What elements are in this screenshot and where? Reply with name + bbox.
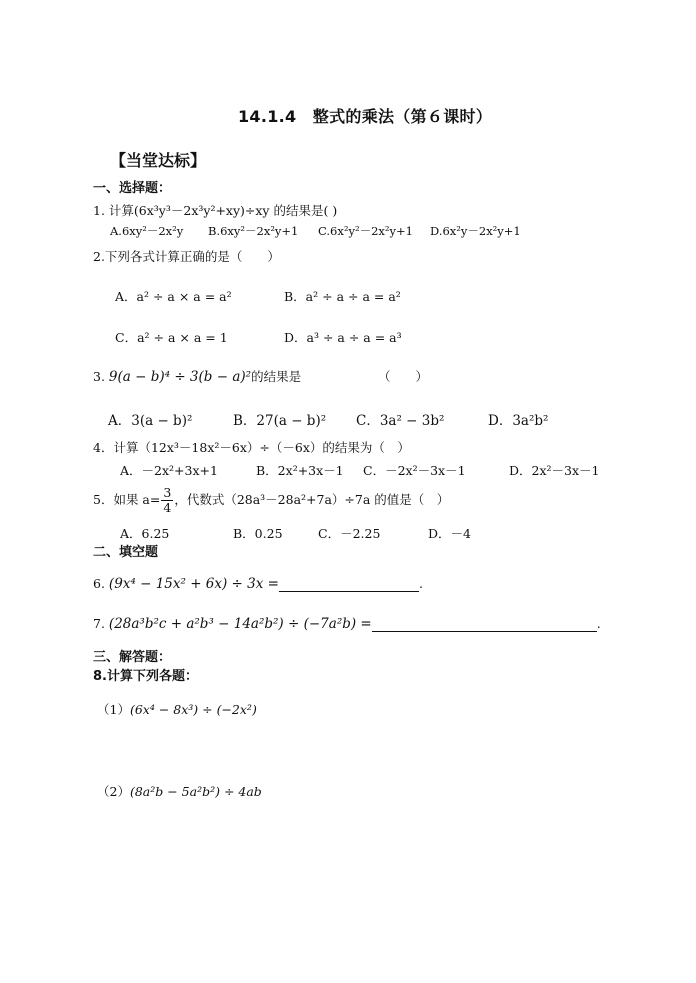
q1-stem: 1. 计算(6x³y³－2x³y²+xy)÷xy 的结果是( ): [93, 203, 338, 218]
q3-answer-bracket: （ ）: [378, 369, 429, 384]
q1-option-a: A.6xy²－2x²y: [110, 224, 184, 238]
q3-number: 3.: [93, 369, 105, 384]
q3-option-a: A．3(a − b)²: [108, 413, 193, 429]
q2-option-d: D．a³ ÷ a ÷ a = a³: [284, 330, 402, 345]
q1-option-c: C.6x²y²－2x²y+1: [318, 224, 413, 238]
q2-option-b: B．a² ÷ a ÷ a = a²: [284, 289, 401, 304]
q5-fraction: [161, 486, 173, 515]
q8-sub2-label: （2）: [97, 784, 130, 799]
q5-option-a: A．6.25: [120, 526, 170, 541]
q3-stem: [93, 369, 301, 385]
q4-option-a: A．－2x²+3x+1: [120, 463, 218, 478]
part1-heading: 一、选择题：: [93, 181, 172, 196]
q8-stem: 8.计算下列各题：: [93, 669, 198, 684]
q5-prefix: 5．如果 a=: [93, 492, 161, 507]
q8-sub2: [97, 784, 262, 800]
q1-option-d: D.6x²y－2x²y+1: [430, 224, 521, 238]
q7-end: .: [596, 616, 601, 631]
q3-option-d: D．3a²b²: [488, 413, 549, 429]
q5-option-d: D．－4: [428, 526, 471, 541]
q8-sub1: [97, 702, 257, 718]
q1-option-b: B.6xy²－2x²y+1: [208, 224, 299, 238]
q6-number: 6.: [93, 576, 105, 591]
section-heading: 【当堂达标】: [110, 151, 207, 170]
q2-option-a: A．a² ÷ a × a = a²: [115, 289, 232, 304]
q5-stem: [93, 485, 449, 515]
q3-suffix: 的结果是: [251, 369, 302, 384]
q2-option-c: C．a² ÷ a × a = 1: [115, 330, 228, 345]
part2-heading: 二、填空题: [93, 545, 159, 560]
q3-option-c: C．3a² − 3b²: [356, 413, 445, 429]
q7-expression: (28a³b²c + a²b³ − 14a²b²) ÷ (−7a²b) =: [108, 616, 372, 632]
q6-line: [93, 576, 423, 592]
q5-option-b: B．0.25: [233, 526, 283, 541]
q3-option-b: B．27(a − b)²: [233, 413, 327, 429]
q3-expression: 9(a − b)⁴ ÷ 3(b − a)²: [108, 369, 252, 385]
q4-option-d: D．2x²－3x－1: [509, 463, 600, 478]
q4-option-c: C．－2x²－3x－1: [363, 463, 466, 478]
q5-fraction-denominator: 4: [163, 500, 172, 515]
q7-answer-blank[interactable]: [372, 617, 597, 632]
q8-sub1-expression: (6x⁴ − 8x³) ÷ (−2x²): [129, 702, 257, 717]
q8-sub2-expression: (8a²b − 5a²b²) ÷ 4ab: [129, 784, 262, 799]
q7-line: [93, 616, 601, 632]
q5-suffix: ，代数式（28a³－28a²+7a）÷7a 的值是（ ）: [174, 492, 450, 507]
q8-sub1-label: （1）: [97, 702, 130, 717]
q6-end: .: [418, 576, 423, 591]
page-title: 14.1.4 整式的乘法（第６课时）: [238, 107, 493, 126]
q4-option-b: B．2x²+3x－1: [256, 463, 344, 478]
q7-number: 7.: [93, 616, 105, 631]
q4-stem: 4．计算（12x³－18x²－6x）÷（－6x）的结果为（ ）: [93, 440, 410, 455]
q6-expression: (9x⁴ − 15x² + 6x) ÷ 3x =: [108, 576, 279, 592]
q5-fraction-numerator: 3: [163, 485, 172, 500]
q2-stem: 2.下列各式计算正确的是（ ）: [93, 249, 280, 264]
q5-option-c: C．－2.25: [318, 526, 381, 541]
q6-answer-blank[interactable]: [279, 577, 419, 592]
part3-heading: 三、解答题：: [93, 650, 172, 665]
